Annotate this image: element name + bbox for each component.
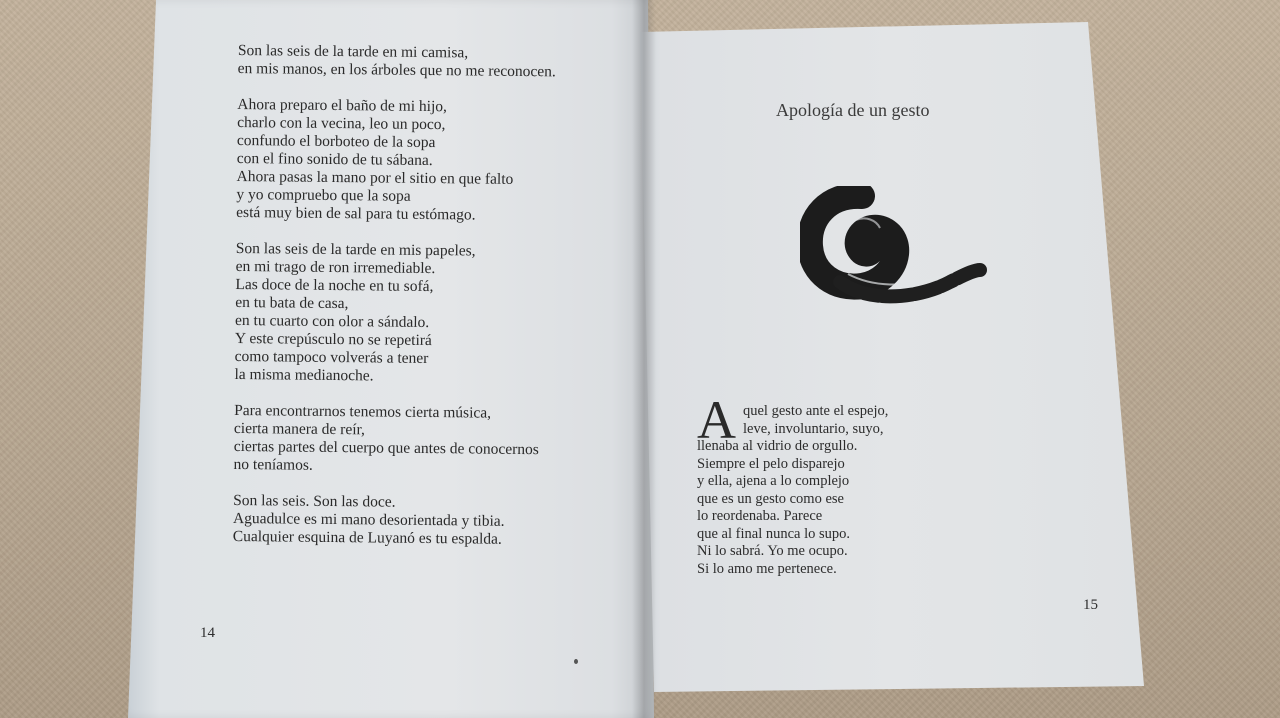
poem-line: y ella, ajena a lo complejo <box>697 473 850 489</box>
poem-line: y yo compruebo que la sopa <box>236 185 411 205</box>
poem-title: Apología de un gesto <box>776 100 930 120</box>
ink-swirl-icon <box>800 186 990 316</box>
poem-line: en tu bata de casa, <box>235 293 349 313</box>
poem-line: la misma medianoche. <box>234 365 374 385</box>
poem-line: en tu cuarto con olor a sándalo. <box>234 311 430 332</box>
poem-line: ciertas partes del cuerpo que antes de conocernos <box>233 437 539 459</box>
poem-line: Son las seis de la tarde en mis papeles, <box>235 239 476 260</box>
poem-line: con el fino sonido de tu sábana. <box>236 149 433 170</box>
poem-line: lo reordenaba. Parece <box>697 508 823 524</box>
stanza-5 <box>233 492 634 550</box>
poem-line: Cualquier esquina de Luyanó es tu espalda. <box>232 527 502 548</box>
right-book-page <box>640 22 1144 692</box>
poem-line: Y este crepúsculo no se repetirá <box>234 329 432 350</box>
poem-line: charlo con la vecina, leo un poco, <box>237 113 446 134</box>
poem-line: en mi trago de ron irremediable. <box>235 257 436 278</box>
poem-line: leve, involuntario, suyo, <box>743 420 884 437</box>
poem-line: Las doce de la noche en tu sofá, <box>235 275 434 296</box>
right-poem <box>697 390 997 578</box>
poem-line: quel gesto ante el espejo, <box>743 403 889 419</box>
poem-line: Son las seis. Son las doce. <box>233 491 396 511</box>
poem-line: Aguadulce es mi mano desorientada y tibia. <box>232 509 505 530</box>
stanza-4 <box>233 402 634 478</box>
poem-line: Siempre el pelo disparejo <box>697 455 845 472</box>
poem-line: confundo el borboteo de la sopa <box>236 131 436 152</box>
poem-line: llenaba al vidrio de orgullo. <box>697 438 858 454</box>
poem-line: Son las seis de la tarde en mi camisa, <box>237 42 469 62</box>
poem-line: en mis manos, en los árboles que no me reconocen. <box>237 59 556 81</box>
stanza-1 <box>238 42 638 82</box>
drop-cap: A <box>697 390 736 450</box>
right-page-number: 15 <box>1083 597 1098 613</box>
ink-speck <box>574 659 578 664</box>
left-poem <box>233 42 638 568</box>
left-page-number: 14 <box>200 625 215 641</box>
poem-line: Ahora preparo el baño de mi hijo, <box>237 95 448 116</box>
poem-line: Ni lo sabrá. Yo me ocupo. <box>697 543 848 559</box>
poem-line: Para encontrarnos tenemos cierta música, <box>234 401 492 422</box>
poem-line: cierta manera de reír, <box>233 419 366 439</box>
poem-line: que al final nunca lo supo. <box>697 525 851 542</box>
poem-line: que es un gesto como ese <box>697 490 844 507</box>
poem-line: Si lo amo me pertenece. <box>697 560 837 577</box>
poem-line: no teníamos. <box>233 455 313 474</box>
poem-line: como tampoco volverás a tener <box>234 347 429 368</box>
poem-line: Ahora pasas la mano por el sitio en que falto <box>236 167 514 188</box>
stanza-2 <box>236 96 637 226</box>
stanza-3 <box>234 240 635 388</box>
poem-line: está muy bien de sal para tu estómago. <box>236 203 476 224</box>
